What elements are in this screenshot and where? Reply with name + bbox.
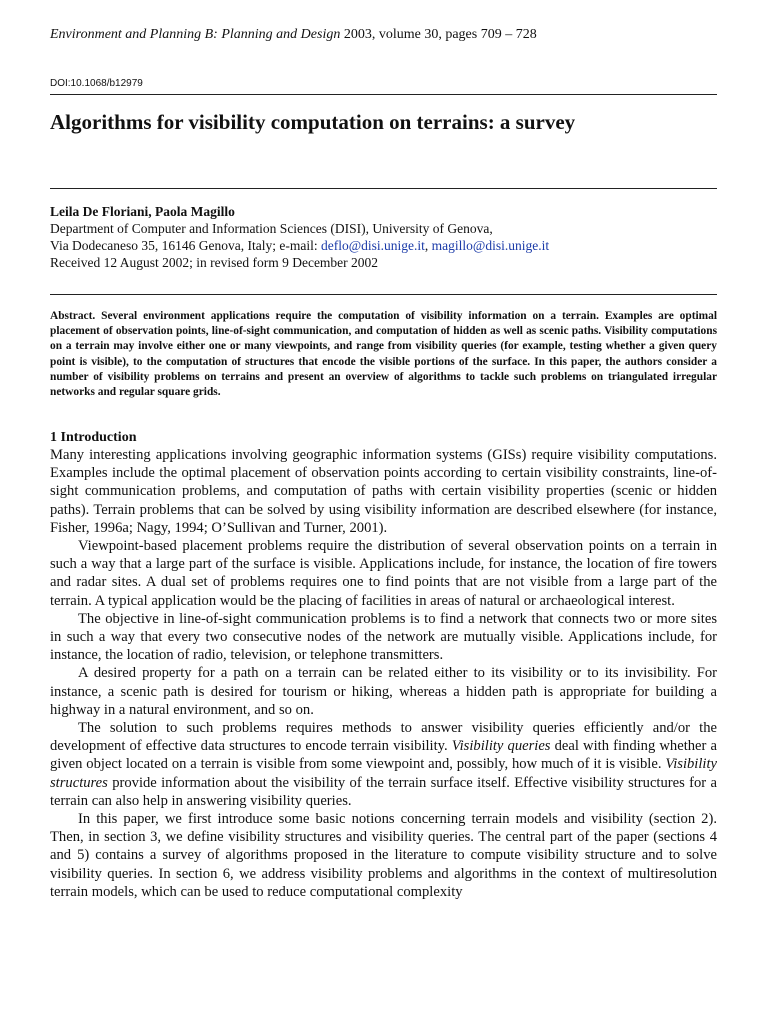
affiliation xyxy=(50,220,549,271)
journal-info: 2003, volume 30, pages 709 – 728 xyxy=(343,27,537,42)
abstract-rule xyxy=(50,294,717,295)
abstract xyxy=(50,309,717,400)
header-rule xyxy=(50,94,717,95)
paragraph: In this paper, we first introduce some basic notions concerning terrain models and visibility (section 2). Then, in section 3, we define visibility structures and visibility queries. The central part of the paper (sections 4 and 5) contains a survey of algorithms proposed in the literature to compute visibility structure and to solve visibility queries. In section 6, we address visibility problems and algorithms in the context of multiresolution terrain models, which can be used to reduce computational complexity xyxy=(50,811,717,900)
term-visibility-queries: Visibility queries xyxy=(451,738,551,755)
paragraph-text: deal with finding whether a given object located on a terrain is visible from some viewpoint and, possibly, how much of it is visible. xyxy=(50,738,717,773)
doi: DOI:10.1068/b12979 xyxy=(50,78,143,89)
abstract-text: Several environment applications require the computation of visibility information on a terrain. Examples are optimal placement of observation points, line-of-sight communication, and computation of hidden as well as scenic paths. Visibility computations on a terrain may involve either one or many viewpoints, and range from visibility queries (for example, testing whether a given query point is visible), to the computation of structures that encode the visible portions of the surface. In this paper, the authors consider a number of visibility problems on terrains and present an overview of algorithms to tackle such problems on triangulated irregular networks and regular square grids. xyxy=(50,310,717,399)
section-heading-introduction: 1 Introduction xyxy=(50,430,137,445)
email-separator: , xyxy=(424,238,429,253)
title-rule xyxy=(50,188,717,189)
paragraph-text: provide information about the visibility of the terrain surface itself. Effective visibility structures for a terrain can also help in answering visibility queries. xyxy=(50,774,717,809)
term-visibility-structures: Visibility structures xyxy=(50,756,717,791)
address-text: Via Dodecaneso 35, 16146 Genova, Italy; e-mail: xyxy=(50,238,318,253)
paragraph-text: The solution to such problems requires methods to answer visibility queries efficiently and/or the development of effective data structures to encode terrain visibility. xyxy=(50,720,717,755)
paragraph: Many interesting applications involving geographic information systems (GISs) require visibility computations. Examples include the optimal placement of observation points according to certain visibility constraints, line-of-sight communication problems, and computation of paths with certain visibility properties (scenic or hidden paths). Terrain problems that can be solved by using visibility information are described elsewhere (for instance, Fisher, 1996a; Nagy, 1994; O’Sullivan and Turner, 2001). xyxy=(50,447,717,536)
paragraph: A desired property for a path on a terrain can be related either to its visibility or to its invisibility. For instance, a scenic path is desired for tourism or hiking, whereas a hidden path is appropriate for building a highway in a natural environment, and so on. xyxy=(50,665,717,718)
introduction-body xyxy=(50,446,717,901)
email-link-deflo[interactable]: deflo@disi.unige.it xyxy=(320,238,425,253)
paragraph: Viewpoint-based placement problems require the distribution of several observation points on a terrain in such a way that a large part of the surface is visible. Applications include, for instance, the location of fire towers and radar sites. A dual set of problems requires one to find points that are not visible from a large part of the terrain. A typical application would be the placing of facilities in areas of natural or archaeological interest. xyxy=(50,538,717,609)
affiliation-line1: Department of Computer and Information Sciences (DISI), University of Genova, xyxy=(50,221,493,236)
paragraph xyxy=(50,719,717,810)
journal-header xyxy=(50,27,537,43)
paragraph: The objective in line-of-sight communication problems is to find a network that connects two or more sites in such a way that every two consecutive nodes of the network are mutually visible. Applications include, for instance, the location of radio, television, or telephone transmitters. xyxy=(50,610,717,664)
email-link-magillo[interactable]: magillo@disi.unige.it xyxy=(431,238,550,253)
authors: Leila De Floriani, Paola Magillo xyxy=(50,204,235,219)
affiliation-line2 xyxy=(50,237,549,254)
journal-name: Environment and Planning B: Planning and Design xyxy=(50,27,341,42)
abstract-label: Abstract. xyxy=(50,310,96,322)
received-dates: Received 12 August 2002; in revised form 9 December 2002 xyxy=(50,255,379,270)
paper-title: Algorithms for visibility computation on terrains: a survey xyxy=(50,110,576,134)
